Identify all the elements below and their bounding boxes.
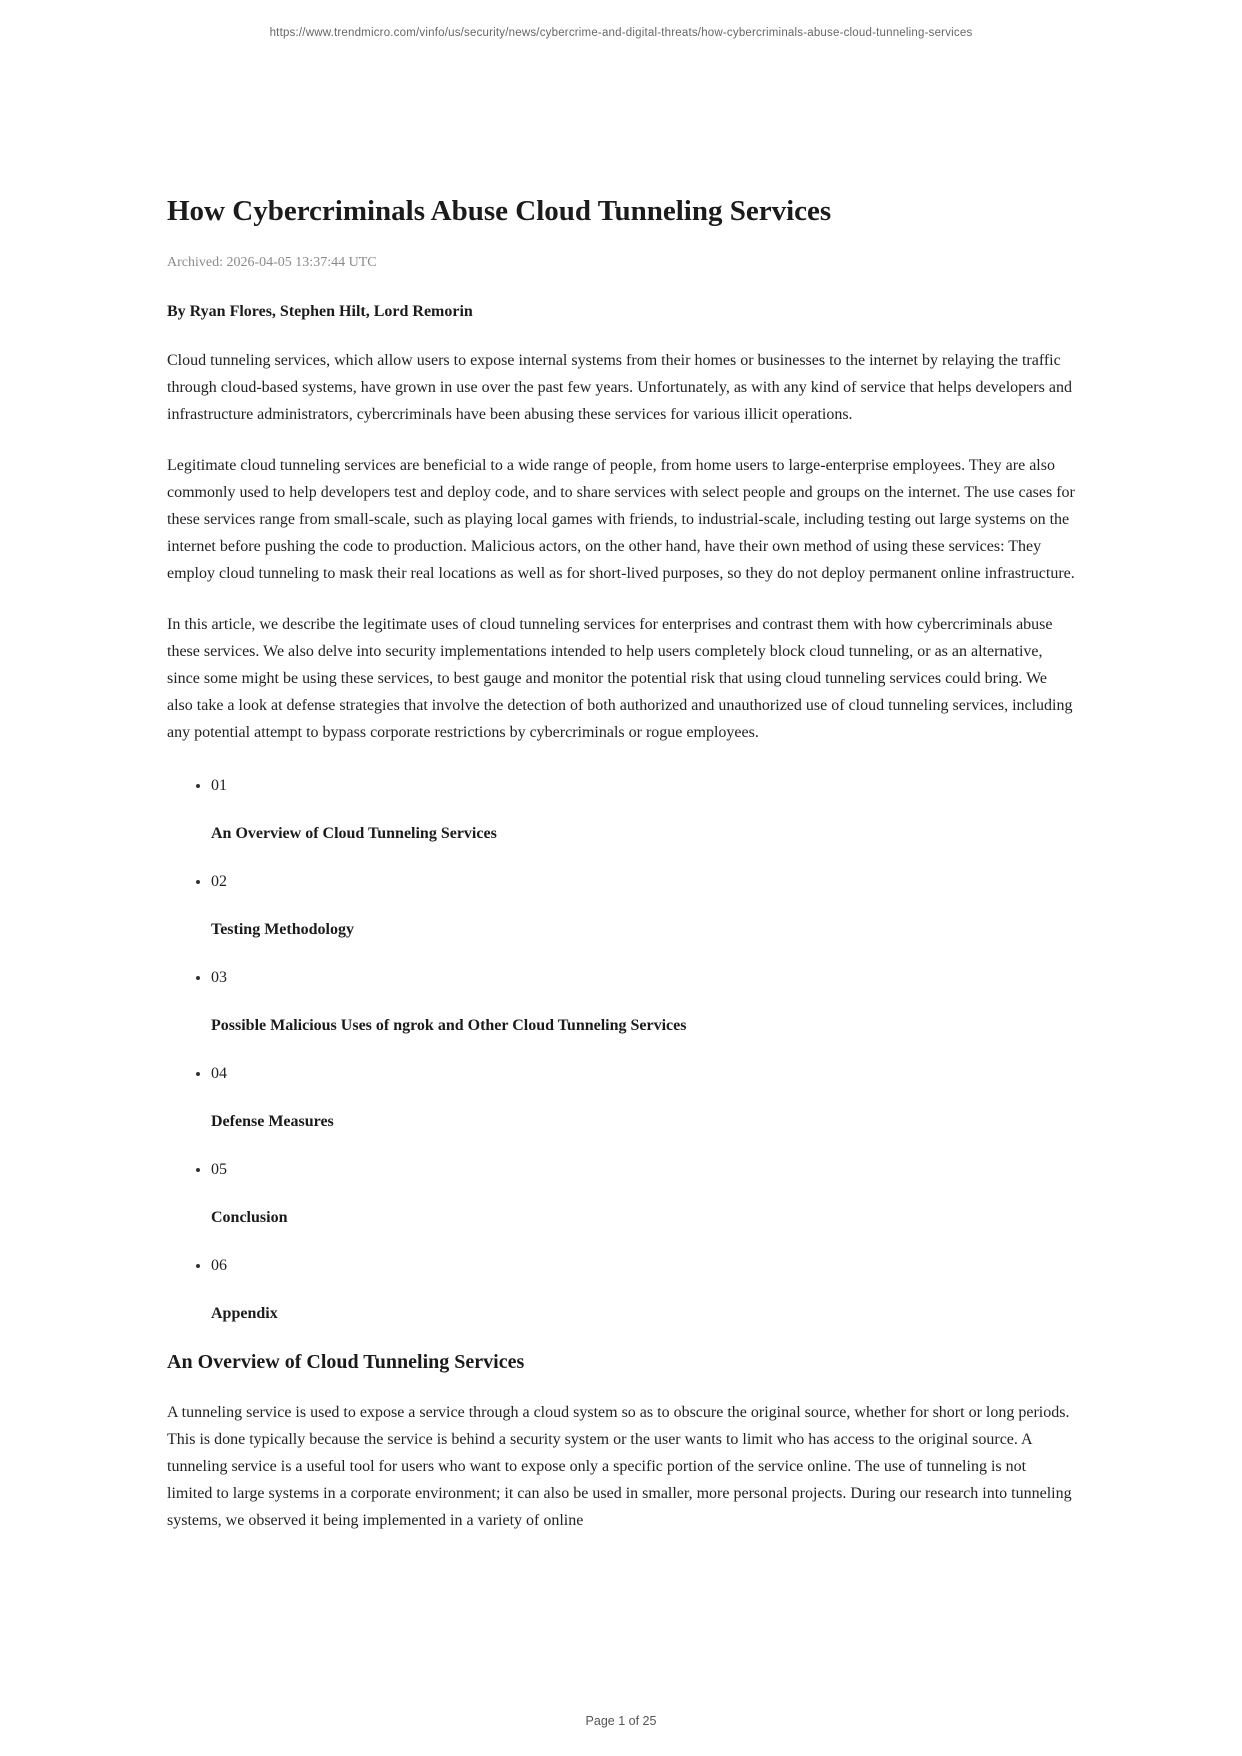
toc-item-title: Defense Measures <box>211 1112 334 1130</box>
toc-item-number: • 06 <box>211 1256 227 1274</box>
toc-item-title: Testing Methodology <box>211 920 354 938</box>
toc-item-number: • 01 <box>211 776 227 794</box>
section-paragraph: A tunneling service is used to expose a service through a cloud system so as to obscure the original source, whether for short or long periods. This is done typically because the service is behind a security system or the user wants to limit who has access to the original source. A tunneling service is a useful tool for users who want to expose only a specific portion of the service online. The use of tunneling is not limited to large systems in a corporate environment; it can also be used in smaller, more personal projects. During our research into tunneling systems, we observed it being implemented in a variety of online <box>167 1403 1072 1529</box>
toc-item-title: Conclusion <box>211 1208 288 1226</box>
intro-paragraph: Cloud tunneling services, which allow users to expose internal systems from their homes or businesses to the internet by relaying the traffic through cloud-based systems, have grown in use over the past few years. Unfortunately, as with any kind of service that helps developers and infrastructure administrators, cybercriminals have been abusing these services for various illicit operations. <box>167 351 1072 423</box>
toc-item <box>211 964 1075 1039</box>
page-footer <box>0 1714 1242 1728</box>
source-url: https://www.trendmicro.com/vinfo/us/security/news/cybercrime-and-digital-threats/how-cybercriminals-abuse-cloud-tunneling-services <box>269 27 973 39</box>
legitimate-uses-paragraph: Legitimate cloud tunneling services are beneficial to a wide range of people, from home users to large-enterprise employees. They are also commonly used to help developers test and deploy code, and to share services with select people and groups on the internet. The use cases for these services range from small-scale, such as playing local games with friends, to industrial-scale, including testing out large systems on the internet before pushing the code to production. Malicious actors, on the other hand, have their own method of using these services: They employ cloud tunneling to mask their real locations as well as for short-lived purposes, so they do not deploy permanent online infrastructure. <box>167 456 1075 582</box>
toc-item <box>211 1252 1075 1327</box>
toc-item-number: • 02 <box>211 872 227 890</box>
page-number: Page 1 of 25 <box>585 1714 657 1728</box>
article-byline: By Ryan Flores, Stephen Hilt, Lord Remorin <box>167 303 473 321</box>
article-title: How Cybercriminals Abuse Cloud Tunneling Services <box>167 195 832 227</box>
toc-item <box>211 1156 1075 1231</box>
toc-item-title: Appendix <box>211 1304 278 1322</box>
toc-item-number: • 03 <box>211 968 227 986</box>
toc-item <box>211 772 1075 847</box>
page-header <box>0 0 1242 39</box>
article-scope-paragraph: In this article, we describe the legitimate uses of cloud tunneling services for enterprises and contrast them with how cybercriminals abuse these services. We also delve into security implementations intended to help users completely block cloud tunneling, or as an alternative, since some might be using these services, to best gauge and monitor the potential risk that using cloud tunneling services could bring. We also take a look at defense strategies that involve the detection of both authorized and unauthorized use of cloud tunneling services, including any potential attempt to bypass corporate restrictions by cybercriminals or rogue employees. <box>167 615 1073 741</box>
section-heading: An Overview of Cloud Tunneling Services <box>167 1350 525 1373</box>
toc-item-number: • 04 <box>211 1064 227 1082</box>
toc-item-number: • 05 <box>211 1160 227 1178</box>
toc-item-title: An Overview of Cloud Tunneling Services <box>211 824 497 842</box>
table-of-contents <box>167 772 1075 1327</box>
article-content <box>167 195 1075 1534</box>
toc-item <box>211 1060 1075 1135</box>
toc-item-title: Possible Malicious Uses of ngrok and Other Cloud Tunneling Services <box>211 1016 687 1034</box>
toc-item <box>211 868 1075 943</box>
archived-timestamp: Archived: 2026-04-05 13:37:44 UTC <box>167 255 377 271</box>
